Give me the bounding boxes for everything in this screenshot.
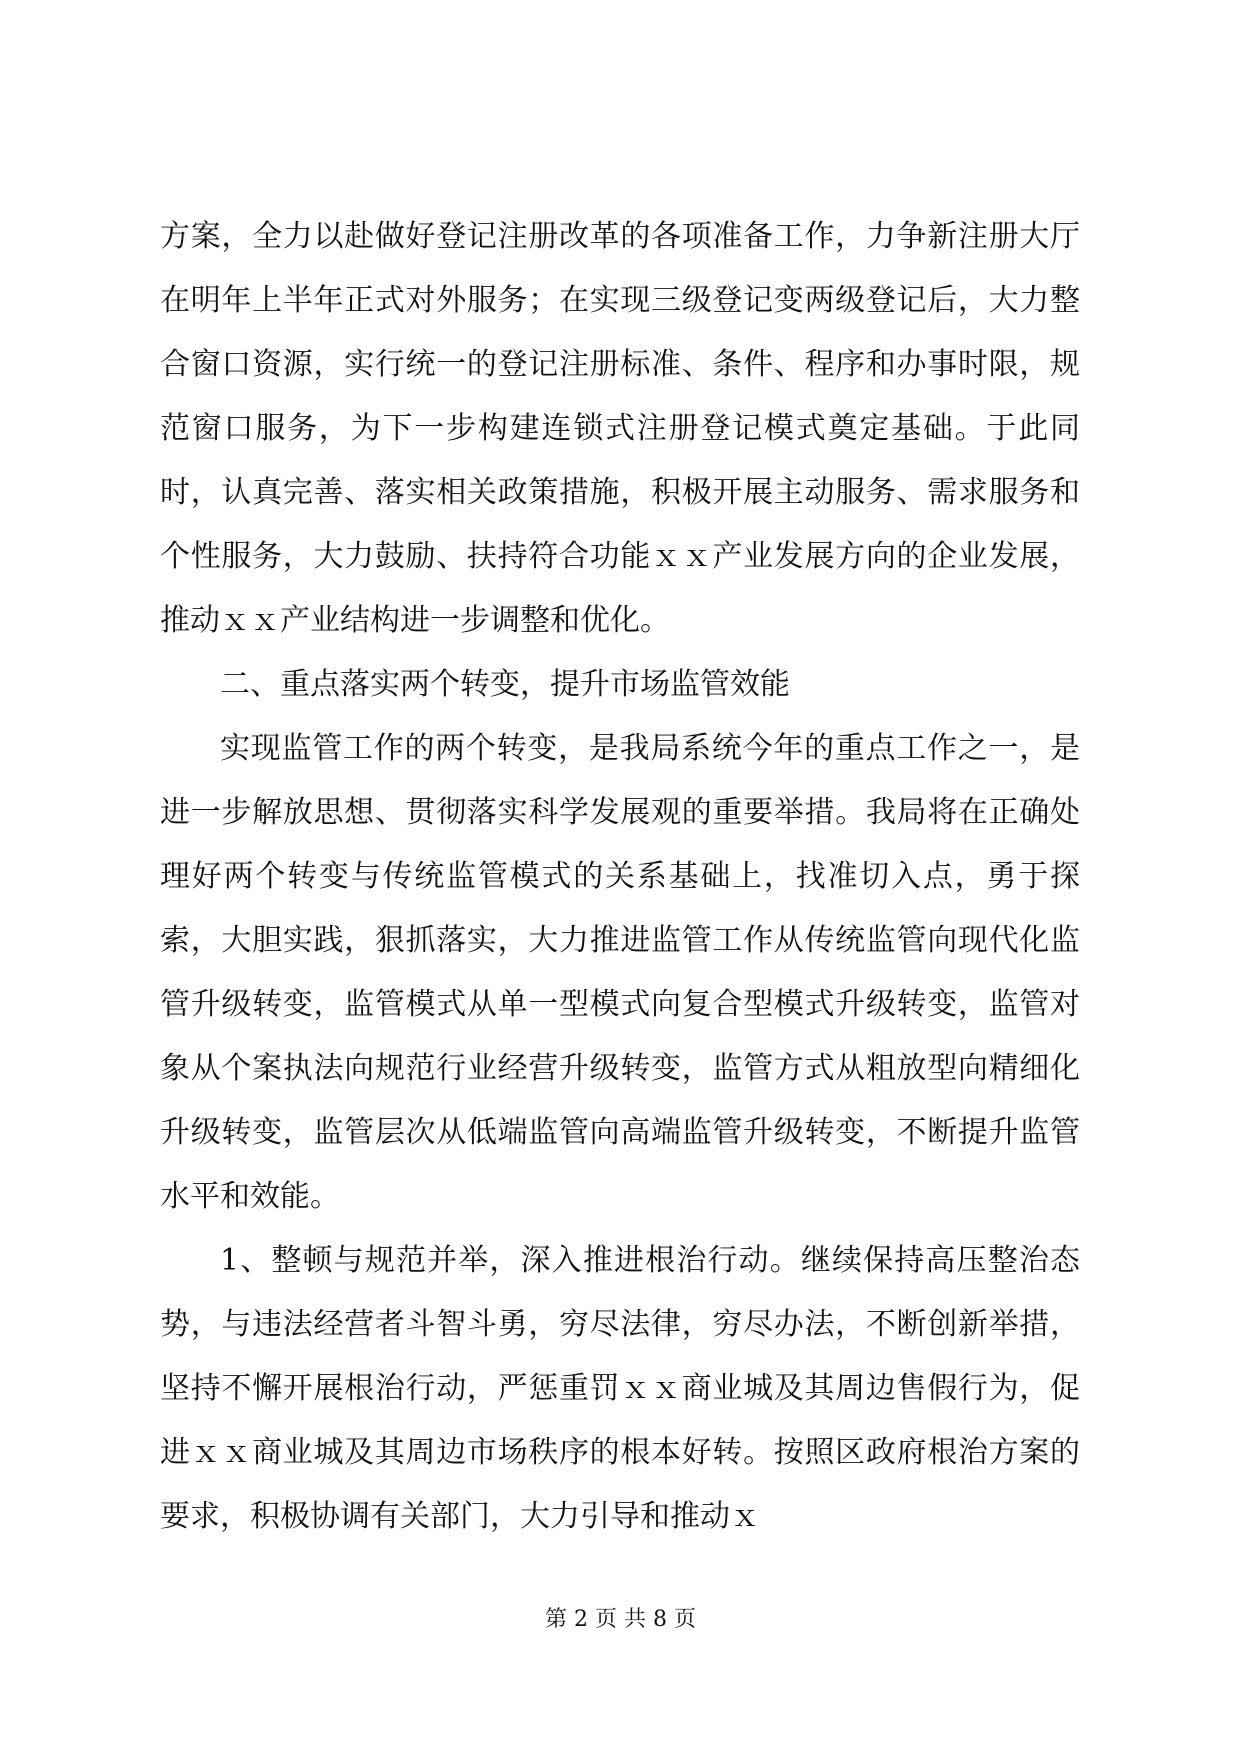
paragraph-supervision-transformation: 实现监管工作的两个转变，是我局系统今年的重点工作之一，是进一步解放思想、贯彻落实科学发展观的重要举措。我局将在正确处理好两个转变与传统监管模式的关系基础上，找准切入点，勇于探索，大胆实践，狠抓落实，大力推进监管工作从传统监管向现代化监管升级转变，监管模式从单一型模式向复合型模式升级转变，监管对象从个案执法向规范行业经营升级转变，监管方式从粗放型向精细化升级转变，监管层次从低端监管向高端监管升级转变，不断提升监管水平和效能。 [160, 731, 1080, 1214]
section-heading-two-transformations: 二、重点落实两个转变，提升市场监管效能 [220, 667, 790, 702]
document-body [160, 205, 1080, 1549]
paragraph-rectification-action: 1、整顿与规范并举，深入推进根治行动。继续保持高压整治态势，与违法经营者斗智斗勇，穷尽法律，穷尽办法，不断创新举措，坚持不懈开展根治行动，严惩重罚ｘｘ商业城及其周边售假行为，促进ｘｘ商业城及其周边市场秩序的根本好转。按照区政府根治方案的要求，积极协调有关部门，大力引导和推动ｘ [160, 1243, 1080, 1534]
paragraph-registration-reform: 方案，全力以赴做好登记注册改革的各项准备工作，力争新注册大厅在明年上半年正式对外服务；在实现三级登记变两级登记后，大力整合窗口资源，实行统一的登记注册标准、条件、程序和办事时限，规范窗口服务，为下一步构建连锁式注册登记模式奠定基础。于此同时，认真完善、落实相关政策措施，积极开展主动服务、需求服务和个性服务，大力鼓励、扶持符合功能ｘｘ产业发展方向的企业发展，推动ｘｘ产业结构进一步调整和优化。 [160, 219, 1080, 638]
page-number-footer: 第 2 页 共 8 页 [545, 1607, 696, 1632]
